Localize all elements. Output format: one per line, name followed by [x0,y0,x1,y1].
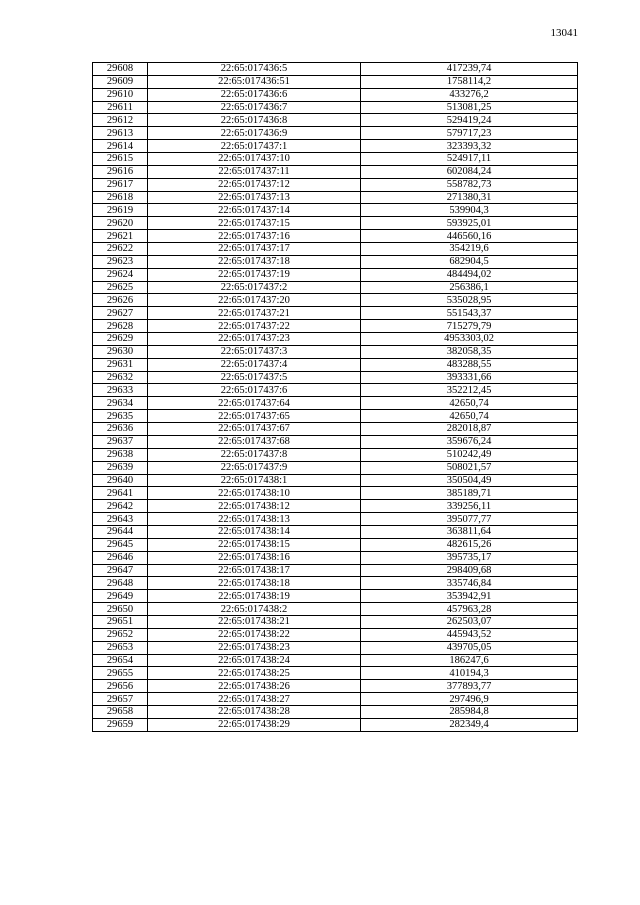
value-cell: 285984,8 [361,705,578,718]
table-row [93,165,578,178]
table-row [93,384,578,397]
value-cell: 433276,2 [361,88,578,101]
cadastral-number-cell: 22:65:017437:64 [148,397,361,410]
row-number-cell: 29653 [93,641,148,654]
value-cell: 529419,24 [361,114,578,127]
cadastral-value-table [92,62,578,732]
cadastral-number-cell: 22:65:017437:15 [148,217,361,230]
row-number-cell: 29630 [93,345,148,358]
value-cell: 1758114,2 [361,75,578,88]
table-row [93,448,578,461]
table-row [93,101,578,114]
value-cell: 395735,17 [361,551,578,564]
row-number-cell: 29609 [93,75,148,88]
cadastral-number-cell: 22:65:017438:14 [148,525,361,538]
value-cell: 359676,24 [361,435,578,448]
value-cell: 395077,77 [361,513,578,526]
value-cell: 457963,28 [361,603,578,616]
value-cell: 354219,6 [361,243,578,256]
table-row [93,345,578,358]
table-row [93,577,578,590]
cadastral-number-cell: 22:65:017437:13 [148,191,361,204]
row-number-cell: 29618 [93,191,148,204]
table-row [93,358,578,371]
row-number-cell: 29623 [93,255,148,268]
table-row [93,268,578,281]
value-cell: 256386,1 [361,281,578,294]
cadastral-number-cell: 22:65:017437:1 [148,140,361,153]
row-number-cell: 29652 [93,628,148,641]
table-row [93,333,578,346]
table-row [93,667,578,680]
row-number-cell: 29644 [93,525,148,538]
cadastral-number-cell: 22:65:017438:17 [148,564,361,577]
row-number-cell: 29631 [93,358,148,371]
table-row [93,615,578,628]
cadastral-number-cell: 22:65:017438:10 [148,487,361,500]
cadastral-number-cell: 22:65:017438:13 [148,513,361,526]
row-number-cell: 29657 [93,693,148,706]
table-row [93,320,578,333]
cadastral-number-cell: 22:65:017437:10 [148,153,361,166]
cadastral-number-cell: 22:65:017437:4 [148,358,361,371]
cadastral-number-cell: 22:65:017436:9 [148,127,361,140]
cadastral-number-cell: 22:65:017437:8 [148,448,361,461]
row-number-cell: 29658 [93,705,148,718]
cadastral-number-cell: 22:65:017438:28 [148,705,361,718]
row-number-cell: 29633 [93,384,148,397]
value-cell: 579717,23 [361,127,578,140]
table-row [93,243,578,256]
row-number-cell: 29611 [93,101,148,114]
value-cell: 323393,32 [361,140,578,153]
table-row [93,281,578,294]
row-number-cell: 29635 [93,410,148,423]
table-row [93,230,578,243]
row-number-cell: 29643 [93,513,148,526]
cadastral-number-cell: 22:65:017436:51 [148,75,361,88]
cadastral-number-cell: 22:65:017438:23 [148,641,361,654]
row-number-cell: 29616 [93,165,148,178]
row-number-cell: 29619 [93,204,148,217]
row-number-cell: 29634 [93,397,148,410]
row-number-cell: 29637 [93,435,148,448]
value-cell: 482615,26 [361,538,578,551]
value-cell: 417239,74 [361,63,578,76]
table-row [93,461,578,474]
value-cell: 339256,11 [361,500,578,513]
cadastral-number-cell: 22:65:017438:25 [148,667,361,680]
table-row [93,255,578,268]
row-number-cell: 29650 [93,603,148,616]
table-row [93,178,578,191]
row-number-cell: 29649 [93,590,148,603]
cadastral-number-cell: 22:65:017438:22 [148,628,361,641]
table-row [93,551,578,564]
table-row [93,603,578,616]
cadastral-number-cell: 22:65:017436:6 [148,88,361,101]
table-row [93,410,578,423]
value-cell: 352212,45 [361,384,578,397]
cadastral-number-cell: 22:65:017438:15 [148,538,361,551]
value-cell: 715279,79 [361,320,578,333]
value-cell: 297496,9 [361,693,578,706]
cadastral-number-cell: 22:65:017438:19 [148,590,361,603]
table-row [93,114,578,127]
cadastral-number-cell: 22:65:017437:3 [148,345,361,358]
value-cell: 282349,4 [361,718,578,731]
cadastral-number-cell: 22:65:017438:2 [148,603,361,616]
value-cell: 483288,55 [361,358,578,371]
cadastral-number-cell: 22:65:017438:1 [148,474,361,487]
table-row [93,217,578,230]
cadastral-number-cell: 22:65:017438:18 [148,577,361,590]
cadastral-number-cell: 22:65:017437:5 [148,371,361,384]
value-cell: 508021,57 [361,461,578,474]
row-number-cell: 29646 [93,551,148,564]
table-row [93,397,578,410]
cadastral-number-cell: 22:65:017437:68 [148,435,361,448]
value-cell: 558782,73 [361,178,578,191]
value-cell: 42650,74 [361,397,578,410]
row-number-cell: 29620 [93,217,148,230]
table-row [93,590,578,603]
row-number-cell: 29648 [93,577,148,590]
cadastral-number-cell: 22:65:017437:19 [148,268,361,281]
value-cell: 298409,68 [361,564,578,577]
table-row [93,487,578,500]
row-number-cell: 29626 [93,294,148,307]
cadastral-number-cell: 22:65:017438:21 [148,615,361,628]
value-cell: 551543,37 [361,307,578,320]
value-cell: 410194,3 [361,667,578,680]
cadastral-number-cell: 22:65:017438:24 [148,654,361,667]
cadastral-number-cell: 22:65:017437:18 [148,255,361,268]
value-cell: 335746,84 [361,577,578,590]
value-cell: 524917,11 [361,153,578,166]
row-number-cell: 29645 [93,538,148,551]
row-number-cell: 29632 [93,371,148,384]
row-number-cell: 29621 [93,230,148,243]
row-number-cell: 29615 [93,153,148,166]
row-number-cell: 29640 [93,474,148,487]
value-cell: 353942,91 [361,590,578,603]
value-cell: 350504,49 [361,474,578,487]
value-cell: 262503,07 [361,615,578,628]
value-cell: 682904,5 [361,255,578,268]
table-row [93,153,578,166]
cadastral-number-cell: 22:65:017436:8 [148,114,361,127]
row-number-cell: 29641 [93,487,148,500]
cadastral-number-cell: 22:65:017437:22 [148,320,361,333]
value-cell: 382058,35 [361,345,578,358]
value-cell: 393331,66 [361,371,578,384]
value-cell: 602084,24 [361,165,578,178]
row-number-cell: 29613 [93,127,148,140]
value-cell: 271380,31 [361,191,578,204]
value-cell: 535028,95 [361,294,578,307]
row-number-cell: 29612 [93,114,148,127]
value-cell: 377893,77 [361,680,578,693]
value-cell: 385189,71 [361,487,578,500]
table-row [93,693,578,706]
value-cell: 513081,25 [361,101,578,114]
cadastral-number-cell: 22:65:017437:14 [148,204,361,217]
cadastral-number-cell: 22:65:017438:29 [148,718,361,731]
table-row [93,474,578,487]
cadastral-number-cell: 22:65:017437:6 [148,384,361,397]
table-row [93,538,578,551]
table-row [93,705,578,718]
row-number-cell: 29654 [93,654,148,667]
table-row [93,307,578,320]
value-cell: 439705,05 [361,641,578,654]
value-cell: 186247,6 [361,654,578,667]
cadastral-number-cell: 22:65:017437:16 [148,230,361,243]
cadastral-number-cell: 22:65:017438:12 [148,500,361,513]
table-row [93,525,578,538]
value-cell: 282018,87 [361,423,578,436]
row-number-cell: 29638 [93,448,148,461]
cadastral-number-cell: 22:65:017437:17 [148,243,361,256]
cadastral-number-cell: 22:65:017437:21 [148,307,361,320]
cadastral-number-cell: 22:65:017436:7 [148,101,361,114]
value-cell: 593925,01 [361,217,578,230]
cadastral-number-cell: 22:65:017437:9 [148,461,361,474]
table-row [93,63,578,76]
value-cell: 363811,64 [361,525,578,538]
row-number-cell: 29625 [93,281,148,294]
row-number-cell: 29624 [93,268,148,281]
row-number-cell: 29659 [93,718,148,731]
page-number: 13041 [550,27,578,39]
row-number-cell: 29639 [93,461,148,474]
table-row [93,75,578,88]
row-number-cell: 29608 [93,63,148,76]
value-cell: 510242,49 [361,448,578,461]
cadastral-number-cell: 22:65:017437:2 [148,281,361,294]
row-number-cell: 29622 [93,243,148,256]
table-row [93,127,578,140]
table-row [93,423,578,436]
table-row [93,204,578,217]
row-number-cell: 29614 [93,140,148,153]
table-row [93,628,578,641]
table-row [93,641,578,654]
row-number-cell: 29655 [93,667,148,680]
cadastral-number-cell: 22:65:017438:26 [148,680,361,693]
row-number-cell: 29610 [93,88,148,101]
table-row [93,680,578,693]
value-cell: 42650,74 [361,410,578,423]
cadastral-number-cell: 22:65:017437:20 [148,294,361,307]
table-row [93,718,578,731]
row-number-cell: 29656 [93,680,148,693]
value-cell: 539904,3 [361,204,578,217]
row-number-cell: 29647 [93,564,148,577]
row-number-cell: 29642 [93,500,148,513]
row-number-cell: 29617 [93,178,148,191]
value-cell: 484494,02 [361,268,578,281]
table-row [93,513,578,526]
cadastral-number-cell: 22:65:017437:12 [148,178,361,191]
table-body [93,63,578,732]
cadastral-number-cell: 22:65:017437:67 [148,423,361,436]
table-row [93,654,578,667]
row-number-cell: 29651 [93,615,148,628]
value-cell: 445943,52 [361,628,578,641]
table-row [93,435,578,448]
row-number-cell: 29636 [93,423,148,436]
table-row [93,88,578,101]
cadastral-number-cell: 22:65:017438:16 [148,551,361,564]
value-cell: 4953303,02 [361,333,578,346]
value-cell: 446560,16 [361,230,578,243]
table-row [93,191,578,204]
row-number-cell: 29629 [93,333,148,346]
cadastral-number-cell: 22:65:017437:65 [148,410,361,423]
cadastral-number-cell: 22:65:017436:5 [148,63,361,76]
table-row [93,500,578,513]
table-row [93,564,578,577]
table-row [93,371,578,384]
row-number-cell: 29627 [93,307,148,320]
row-number-cell: 29628 [93,320,148,333]
cadastral-number-cell: 22:65:017438:27 [148,693,361,706]
cadastral-number-cell: 22:65:017437:23 [148,333,361,346]
cadastral-number-cell: 22:65:017437:11 [148,165,361,178]
table-row [93,140,578,153]
table-row [93,294,578,307]
